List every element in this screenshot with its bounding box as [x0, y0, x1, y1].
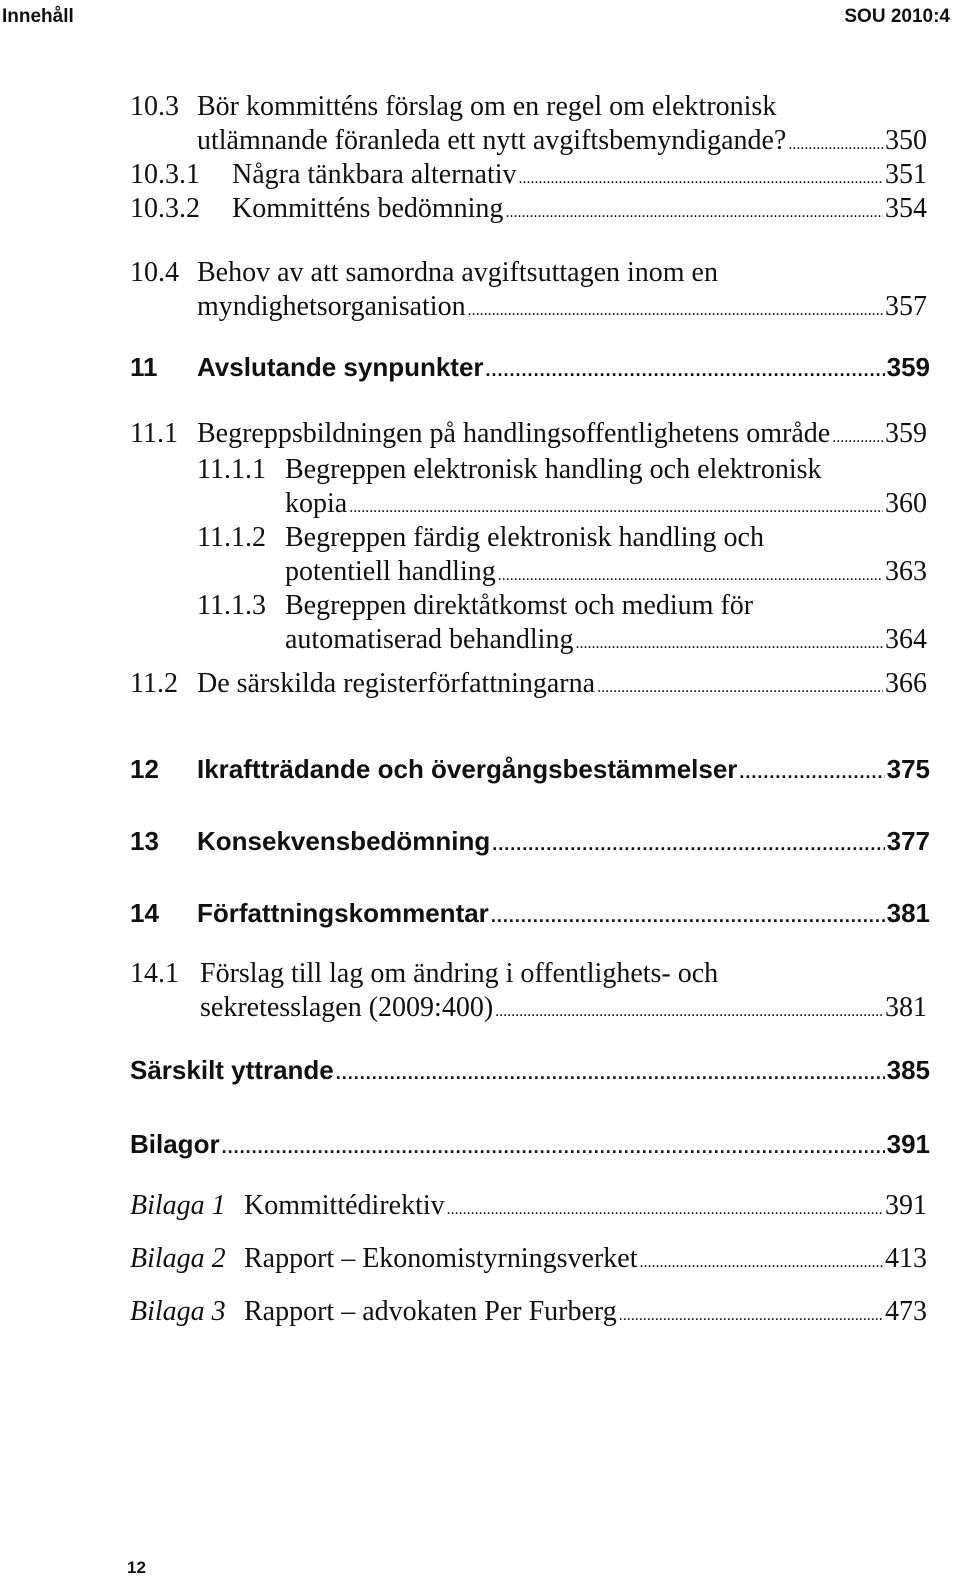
toc-entry-number: 11.2 [130, 668, 178, 699]
toc-entry-title-line: Ikraftträdande och övergångsbestämmelser [197, 754, 738, 784]
toc-entry-title-line: myndighetsorganisation [197, 291, 466, 322]
toc-entry-title-line: De särskilda registerförfattningarna [197, 668, 596, 699]
toc-page-number: 354 [885, 193, 927, 224]
toc-entry-number: 11.1 [130, 418, 178, 449]
toc-entry-title-line: Konsekvensbedömning [197, 826, 491, 856]
toc-page-number: 359 [886, 352, 930, 382]
dot-leader [468, 294, 883, 328]
toc-page-number: 385 [886, 1055, 930, 1085]
toc-entry-number: 10.3.2 [130, 193, 200, 224]
dot-leader [336, 1056, 885, 1090]
toc-entry-title-line: Författningskommentar [197, 898, 489, 928]
dot-leader [832, 421, 883, 455]
toc-entry-title-line: Kommitténs bedömning [232, 193, 504, 224]
toc-entry-title-line: Kommittédirektiv [244, 1190, 445, 1221]
toc-entry-title-line: Rapport – Ekonomistyrningsverket [244, 1243, 638, 1274]
toc-entry-title-line: Begreppen elektronisk handling och elektronisk [285, 454, 822, 485]
page-header [0, 6, 960, 36]
toc-entry-title-line: automatiserad behandling [285, 624, 574, 655]
toc-entry-title-line: Begreppen direktåtkomst och medium för [285, 590, 754, 621]
dot-leader [498, 559, 883, 593]
toc-page-number: 366 [885, 668, 927, 699]
dot-leader [447, 1193, 883, 1227]
toc-page-number: 381 [886, 898, 930, 928]
toc-entry-number: 10.3 [130, 91, 179, 122]
toc-entry-number: 14 [130, 898, 159, 928]
dot-leader [486, 353, 885, 387]
document-id: SOU 2010:4 [844, 6, 950, 27]
toc-page-number: 363 [885, 556, 927, 587]
toc-page-number: 473 [885, 1296, 927, 1327]
toc-page-number: 391 [886, 1129, 930, 1159]
toc-entry-title-line: Avslutande synpunkter [197, 352, 484, 382]
toc-entry-number: 10.4 [130, 257, 179, 288]
toc-entry-title-line: Några tänkbara alternativ [232, 159, 517, 190]
toc-entry-number: Bilaga 3 [130, 1296, 226, 1327]
dot-leader [619, 1299, 883, 1333]
toc-entry-title-line: kopia [285, 488, 348, 519]
dot-leader [640, 1246, 883, 1280]
toc-entry-title-line: Begreppsbildningen på handlingsoffentlighetens område [197, 418, 831, 449]
toc-entry-number: Bilaga 1 [130, 1190, 226, 1221]
dot-leader [222, 1130, 885, 1164]
page-number: 12 [127, 1558, 146, 1577]
dot-leader [519, 162, 883, 196]
dot-leader [575, 627, 883, 661]
dot-leader [739, 755, 884, 789]
toc-page-number: 413 [885, 1243, 927, 1274]
dot-leader [491, 899, 885, 933]
toc-entry-title-line: Bilagor [130, 1129, 220, 1159]
dot-leader [505, 196, 883, 230]
dot-leader [349, 491, 883, 525]
toc-entry-title-line: Begreppen färdig elektronisk handling och [285, 522, 764, 553]
dot-leader [788, 128, 883, 162]
toc-entry-number: Bilaga 2 [130, 1243, 226, 1274]
toc-entry-number: 11.1.3 [197, 590, 266, 621]
toc-entry-title-line: Rapport – advokaten Per Furberg [244, 1296, 617, 1327]
toc-page-number: 350 [885, 125, 927, 156]
toc-entry-number: 13 [130, 826, 159, 856]
toc-page-number: 377 [886, 826, 930, 856]
dot-leader [495, 995, 883, 1029]
toc-entry-title-line: Bör kommitténs förslag om en regel om elektronisk [197, 91, 777, 122]
toc-page-number: 357 [885, 291, 927, 322]
toc-page-number: 391 [885, 1190, 927, 1221]
toc-entry-title-line: Behov av att samordna avgiftsuttagen inom en [197, 257, 718, 288]
toc-entry-title-line: Särskilt yttrande [130, 1055, 334, 1085]
toc-entry-number: 11.1.2 [197, 522, 266, 553]
dot-leader [597, 671, 883, 705]
toc-entry-number: 10.3.1 [130, 159, 200, 190]
toc-entry-title-line: sekretesslagen (2009:400) [200, 992, 494, 1023]
toc-entry-number: 11 [130, 352, 158, 382]
toc-page-number: 364 [885, 624, 927, 655]
toc-entry-number: 14.1 [130, 958, 179, 989]
toc-page-number: 360 [885, 488, 927, 519]
dot-leader [492, 827, 884, 861]
toc-page-number: 351 [885, 159, 927, 190]
toc-page-number: 381 [885, 992, 927, 1023]
toc-entry-number: 11.1.1 [197, 454, 266, 485]
section-title: Innehåll [2, 6, 74, 27]
toc-entry-title-line: utlämnande föranleda ett nytt avgiftsbemyndigande? [197, 125, 787, 156]
toc-entry-number: 12 [130, 754, 159, 784]
toc-page-number: 359 [885, 418, 927, 449]
toc-entry-title-line: Förslag till lag om ändring i offentlighets- och [200, 958, 719, 989]
toc-entry-title-line: potentiell handling [285, 556, 496, 587]
toc-page-number: 375 [886, 754, 930, 784]
